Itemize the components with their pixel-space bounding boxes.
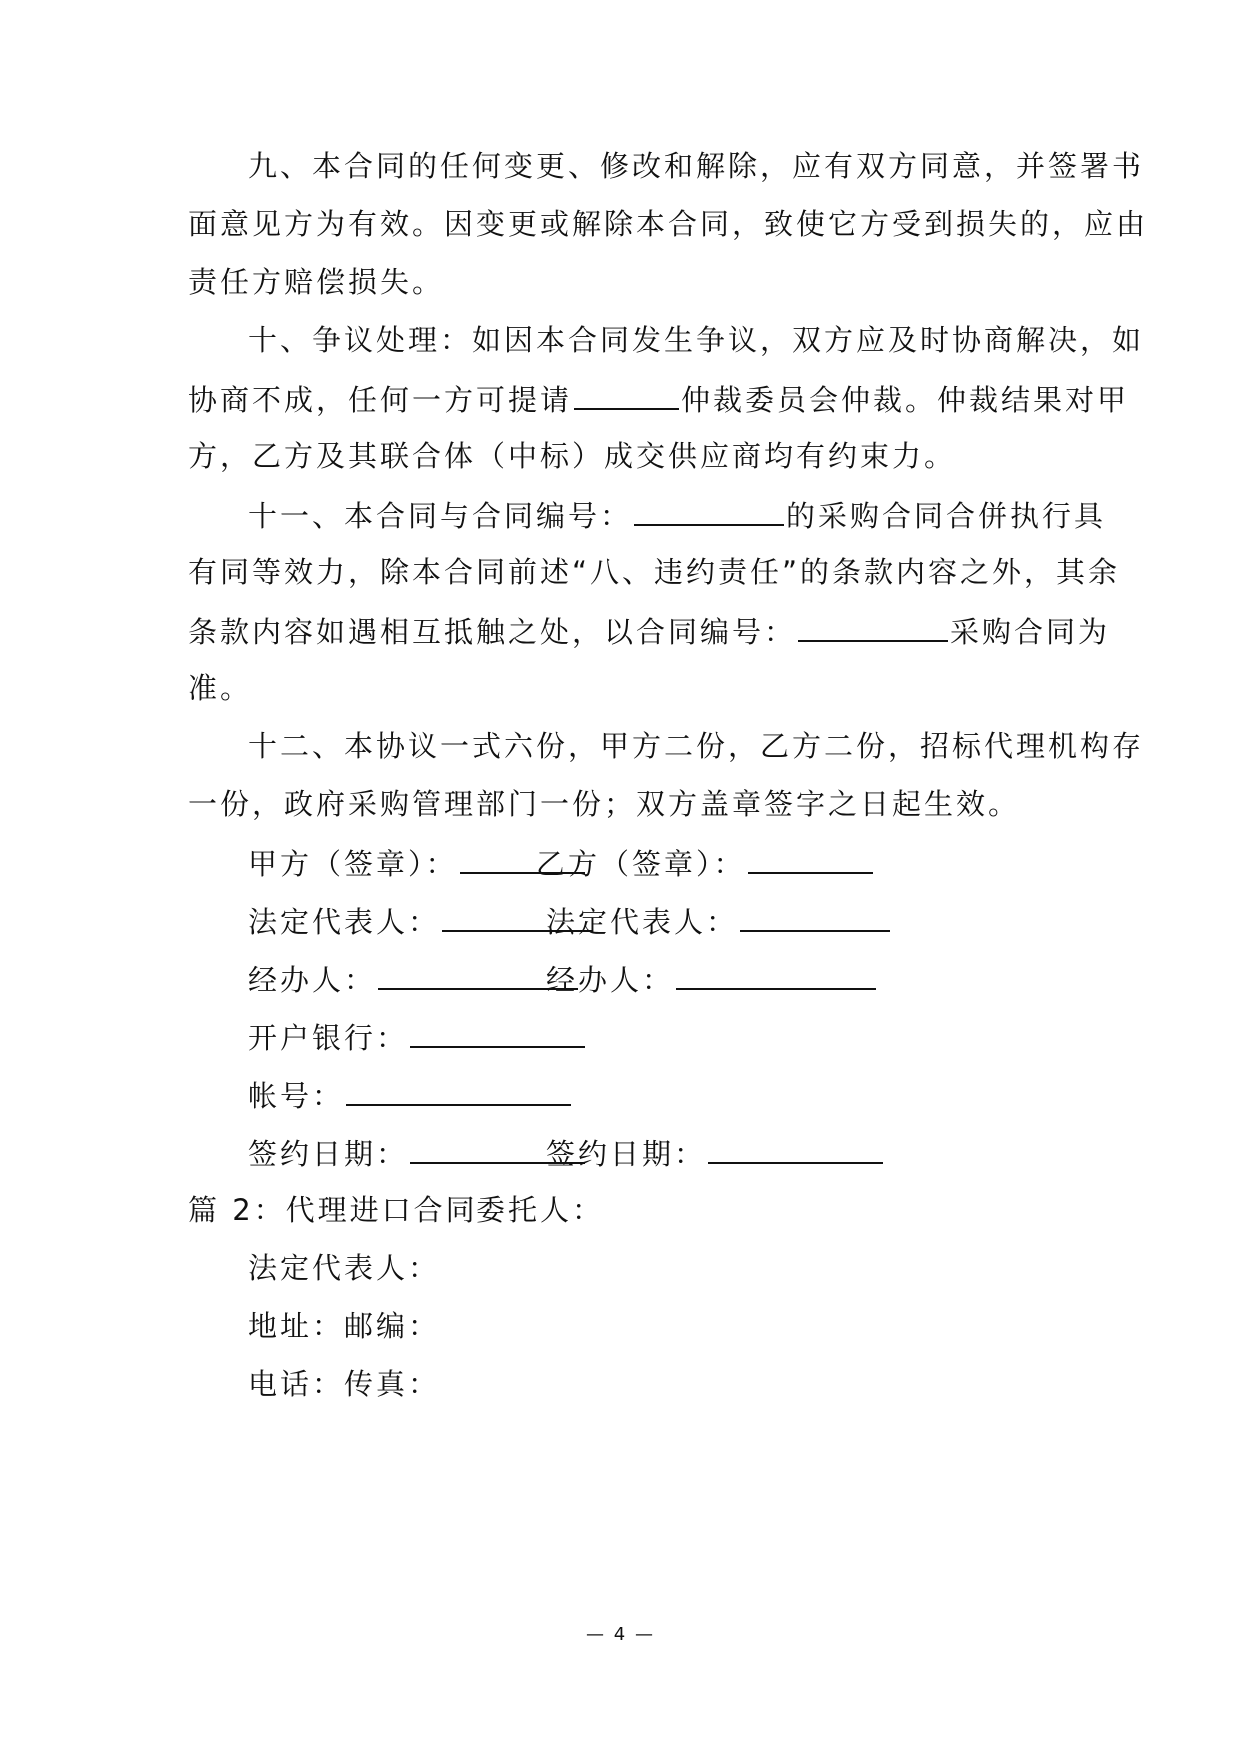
handler-b-blank — [676, 958, 876, 990]
date-a-label: 签约日期： — [248, 1137, 409, 1171]
section-2-legal-rep: 法定代表人： — [248, 1251, 441, 1285]
clause-11-text-b: 的采购合同合併执行具 — [786, 499, 1107, 533]
legal-rep-b-label: 法定代表人： — [546, 905, 739, 939]
legal-rep-a-label: 法定代表人： — [248, 905, 441, 939]
clause-11-line-1 — [248, 494, 1106, 536]
party-b-seal-label: 乙方（签章）： — [536, 847, 746, 881]
clause-11-text-c: 条款内容如遇相互抵触之处，以合同编号： — [188, 615, 797, 649]
legal-rep-b-blank — [740, 900, 890, 932]
section-2-address: 地址：邮编： — [248, 1309, 441, 1343]
signature-row-seal — [248, 842, 746, 884]
signature-row-handler — [248, 958, 675, 1000]
clause-11-line-3 — [188, 610, 1110, 652]
contract-number-blank-2 — [798, 610, 948, 642]
principal-label: 委托人： — [476, 1193, 605, 1227]
party-b-seal-blank — [748, 842, 873, 874]
clause-10-line-3: 方，乙方及其联合体（中标）成交供应商均有约束力。 — [188, 439, 957, 473]
date-b-label: 签约日期： — [546, 1137, 707, 1171]
party-a-seal-label: 甲方（签章）： — [248, 847, 458, 881]
clause-9-line-1: 九、本合同的任何变更、修改和解除，应有双方同意，并签署书 — [248, 149, 1145, 183]
date-b — [546, 1132, 885, 1174]
clause-11-line-4: 准。 — [188, 671, 253, 705]
clause-10-text-b: 仲裁委员会仲裁。仲裁结果对甲 — [681, 383, 1130, 417]
page-number: — 4 — — [586, 1624, 655, 1645]
legal-rep-b — [546, 900, 892, 942]
signature-row-bank — [248, 1016, 587, 1058]
handler-a-label: 经办人： — [248, 963, 377, 997]
clause-11-line-2: 有同等效力，除本合同前述“八、违约责任”的条款内容之外，其余 — [188, 555, 1121, 589]
section-2-heading-row — [188, 1190, 605, 1230]
clause-9-line-3: 责任方赔偿损失。 — [188, 265, 445, 299]
account-blank — [346, 1074, 571, 1106]
clause-9-line-2: 面意见方为有效。因变更或解除本合同，致使它方受到损失的，应由 — [188, 207, 1149, 241]
clause-11-text-d: 采购合同为 — [950, 615, 1111, 649]
signature-row-legal-rep — [248, 900, 739, 942]
clause-12-line-2: 一份，政府采购管理部门一份；双方盖章签字之日起生效。 — [188, 787, 1021, 821]
clause-12-line-1: 十二、本协议一式六份，甲方二份，乙方二份，招标代理机构存 — [248, 729, 1145, 763]
handler-b — [546, 958, 878, 1000]
signature-row-date — [248, 1132, 707, 1174]
account-label: 帐号： — [248, 1079, 345, 1113]
section-2-phone: 电话：传真： — [248, 1367, 441, 1401]
clause-10-text-a: 协商不成，任何一方可提请 — [188, 383, 573, 417]
clause-10-line-2 — [188, 378, 1129, 420]
bank-label: 开户银行： — [248, 1021, 409, 1055]
clause-10-line-1: 十、争议处理：如因本合同发生争议，双方应及时协商解决，如 — [248, 323, 1145, 357]
party-b-seal — [536, 842, 875, 884]
bank-blank — [410, 1016, 585, 1048]
signature-row-account — [248, 1074, 573, 1116]
arbitration-blank — [574, 378, 679, 410]
section-2-title: 篇 2：代理进口合同 — [188, 1193, 478, 1227]
date-b-blank — [708, 1132, 883, 1164]
contract-number-blank-1 — [634, 494, 784, 526]
handler-b-label: 经办人： — [546, 963, 675, 997]
clause-11-text-a: 十一、本合同与合同编号： — [248, 499, 633, 533]
